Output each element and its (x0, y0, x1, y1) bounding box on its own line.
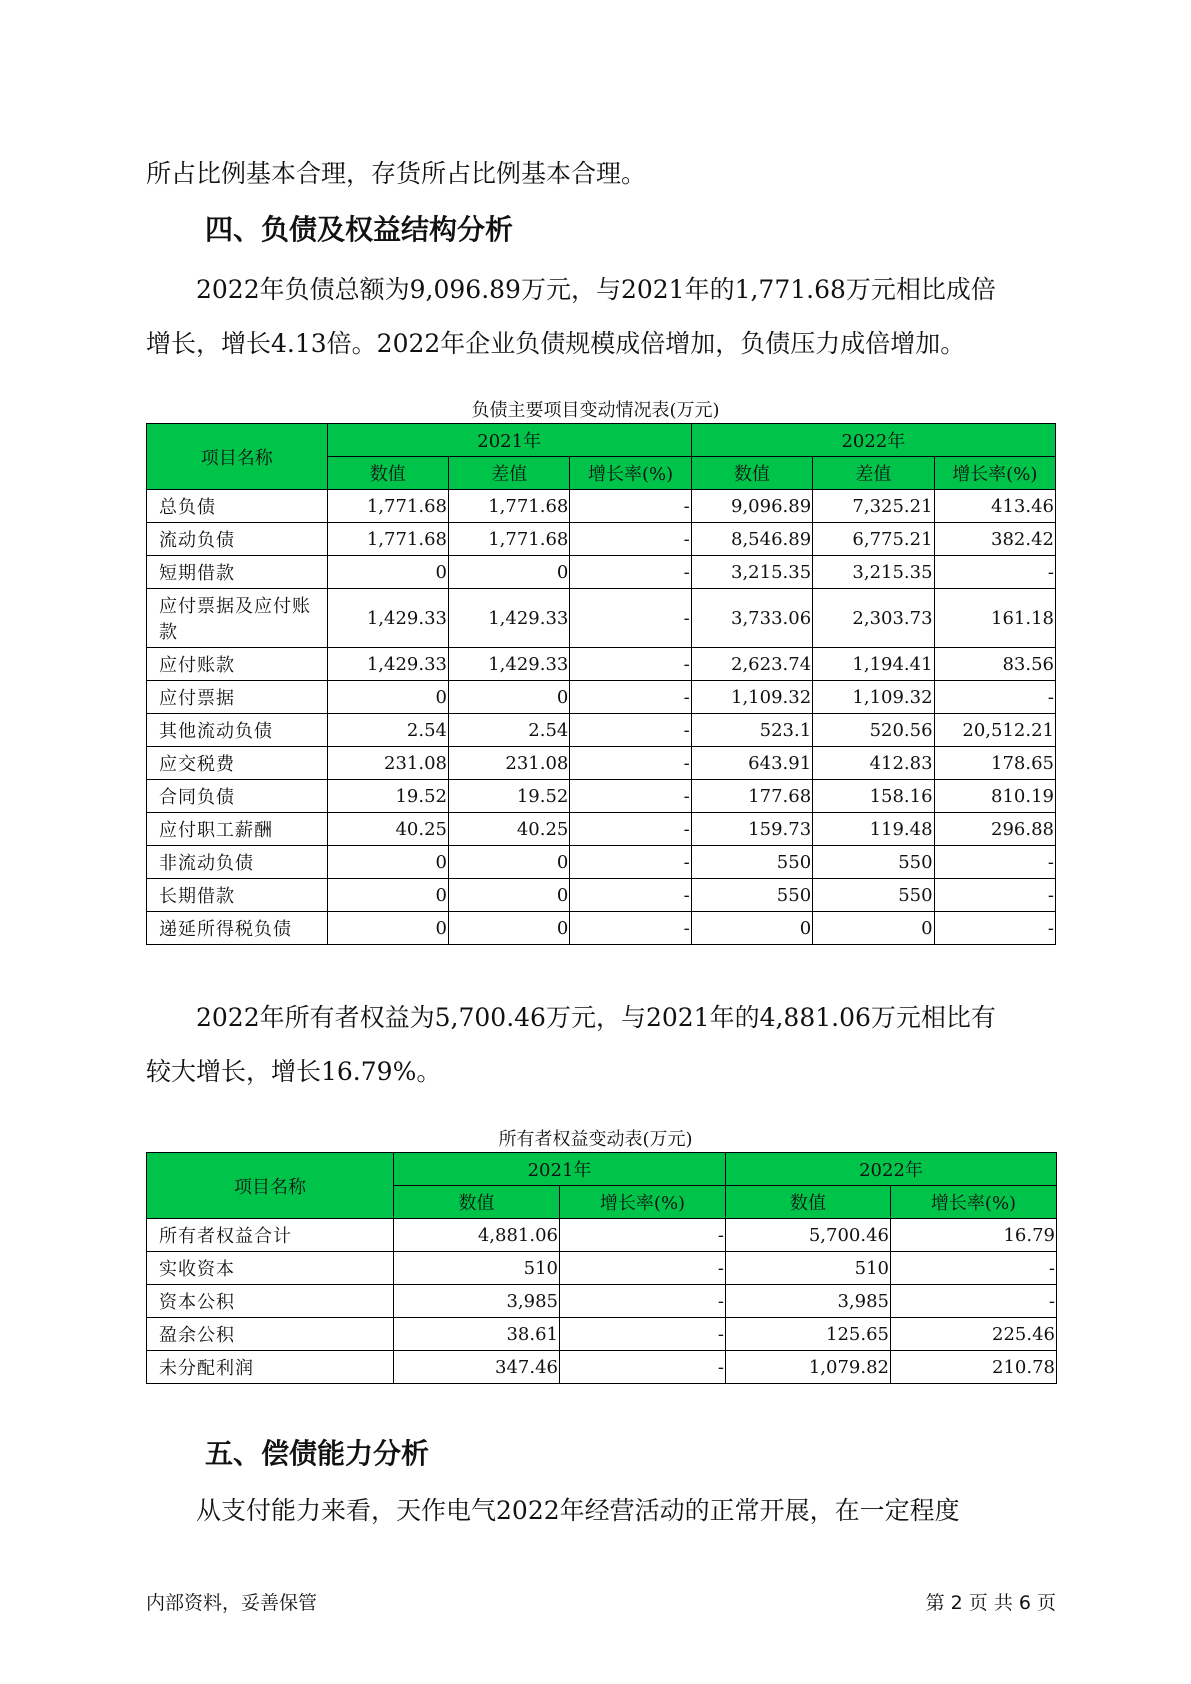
table-row (147, 490, 1056, 523)
table-row (147, 681, 1056, 714)
table-cell: 510 (726, 1252, 891, 1285)
table-cell: - (934, 879, 1055, 912)
table-cell: 0 (327, 846, 448, 879)
table-cell: 40.25 (448, 813, 569, 846)
table-cell: 810.19 (934, 780, 1055, 813)
table-cell: 5,700.46 (726, 1219, 891, 1252)
table-cell: - (570, 589, 691, 648)
header-value: 数值 (394, 1186, 560, 1219)
table-cell: 510 (394, 1252, 560, 1285)
footer-confidential-note: 内部资料，妥善保管 (146, 1592, 318, 1614)
table-cell: 9,096.89 (691, 490, 812, 523)
table-cell: 125.65 (726, 1318, 891, 1351)
table-cell: 0 (691, 912, 812, 945)
table-cell: - (560, 1285, 726, 1318)
table-cell: - (570, 523, 691, 556)
table-cell: - (934, 846, 1055, 879)
table-cell: 158.16 (813, 780, 934, 813)
table-cell: 1,429.33 (327, 589, 448, 648)
table-cell: 2,623.74 (691, 648, 812, 681)
table-cell: 20,512.21 (934, 714, 1055, 747)
header-value: 数值 (691, 457, 812, 490)
table-cell: - (570, 813, 691, 846)
table-cell: 550 (813, 879, 934, 912)
table-cell: 161.18 (934, 589, 1055, 648)
table-cell: 0 (327, 879, 448, 912)
header-growth: 增长率(%) (570, 457, 691, 490)
table-row (147, 813, 1056, 846)
table-cell: 1,109.32 (813, 681, 934, 714)
liabilities-table (146, 423, 1056, 945)
table-caption-equity: 所有者权益变动表(万元) (498, 1129, 693, 1150)
table-cell: - (891, 1285, 1057, 1318)
table-cell: 1,429.33 (448, 648, 569, 681)
table-cell: 523.1 (691, 714, 812, 747)
table-cell: 178.65 (934, 747, 1055, 780)
table-row (147, 1351, 1057, 1384)
table-cell: 550 (813, 846, 934, 879)
table-cell: - (934, 556, 1055, 589)
header-item-name: 项目名称 (147, 1153, 394, 1219)
table-cell: 413.46 (934, 490, 1055, 523)
table-cell: - (570, 648, 691, 681)
table-cell: - (560, 1318, 726, 1351)
table-cell: 0 (448, 846, 569, 879)
table-cell: 1,771.68 (448, 523, 569, 556)
table-cell: 296.88 (934, 813, 1055, 846)
section-heading-solvency: 五、偿债能力分析 (205, 1437, 430, 1470)
row-label: 流动负债 (147, 523, 328, 556)
table-cell: 520.56 (813, 714, 934, 747)
table-row (147, 747, 1056, 780)
table-row (147, 714, 1056, 747)
table-cell: 83.56 (934, 648, 1055, 681)
table-cell: 550 (691, 879, 812, 912)
table-cell: 19.52 (448, 780, 569, 813)
table-cell: 159.73 (691, 813, 812, 846)
row-label: 应付账款 (147, 648, 328, 681)
table-cell: 210.78 (891, 1351, 1057, 1384)
table-cell: 3,215.35 (813, 556, 934, 589)
table-cell: - (570, 912, 691, 945)
table-row (147, 879, 1056, 912)
table-row (147, 846, 1056, 879)
table-row (147, 780, 1056, 813)
row-label: 递延所得税负债 (147, 912, 328, 945)
row-label: 非流动负债 (147, 846, 328, 879)
section-heading-liabilities: 四、负债及权益结构分析 (205, 213, 514, 246)
paragraph-equity-line2: 较大增长，增长16.79%。 (146, 1057, 442, 1086)
row-label: 应付票据及应付账款 (147, 589, 328, 648)
row-label: 其他流动负债 (147, 714, 328, 747)
table-cell: 0 (448, 681, 569, 714)
table-cell: 4,881.06 (394, 1219, 560, 1252)
table-cell: 231.08 (448, 747, 569, 780)
row-label: 实收资本 (147, 1252, 394, 1285)
row-label: 资本公积 (147, 1285, 394, 1318)
table-caption-liabilities: 负债主要项目变动情况表(万元) (471, 400, 720, 421)
table-cell: - (934, 912, 1055, 945)
table-cell: 412.83 (813, 747, 934, 780)
table-cell: - (570, 780, 691, 813)
table-cell: 0 (813, 912, 934, 945)
table-cell: 3,985 (394, 1285, 560, 1318)
row-label: 应交税费 (147, 747, 328, 780)
table-cell: 643.91 (691, 747, 812, 780)
equity-table (146, 1152, 1057, 1384)
table-cell: 231.08 (327, 747, 448, 780)
header-diff: 差值 (448, 457, 569, 490)
table-row (147, 912, 1056, 945)
footer-page-number: 第 2 页 共 6 页 (925, 1592, 1056, 1614)
table-cell: - (570, 714, 691, 747)
table-row (147, 589, 1056, 648)
table-cell: - (570, 879, 691, 912)
table-cell: 1,771.68 (448, 490, 569, 523)
table-cell: 1,109.32 (691, 681, 812, 714)
table-cell: 0 (327, 556, 448, 589)
table-row (147, 1219, 1057, 1252)
row-label: 长期借款 (147, 879, 328, 912)
table-cell: 1,771.68 (327, 523, 448, 556)
header-value: 数值 (327, 457, 448, 490)
table-cell: - (570, 490, 691, 523)
paragraph-intro: 所占比例基本合理，存货所占比例基本合理。 (146, 159, 647, 188)
table-cell: - (934, 681, 1055, 714)
table-cell: 40.25 (327, 813, 448, 846)
row-label: 盈余公积 (147, 1318, 394, 1351)
table-cell: 1,429.33 (327, 648, 448, 681)
paragraph-liabilities-line1: 2022年负债总额为9,096.89万元，与2021年的1,771.68万元相比成倍 (196, 275, 996, 304)
table-row (147, 1252, 1057, 1285)
table-cell: - (570, 681, 691, 714)
header-item-name: 项目名称 (147, 424, 328, 490)
row-label: 未分配利润 (147, 1351, 394, 1384)
table-cell: 19.52 (327, 780, 448, 813)
row-label: 应付职工薪酬 (147, 813, 328, 846)
table-cell: 177.68 (691, 780, 812, 813)
header-year-2021: 2021年 (327, 424, 691, 457)
table-row (147, 1285, 1057, 1318)
header-year-2022: 2022年 (691, 424, 1055, 457)
paragraph-equity-line1: 2022年所有者权益为5,700.46万元，与2021年的4,881.06万元相比有 (196, 1003, 996, 1032)
table-cell: - (891, 1252, 1057, 1285)
row-label: 合同负债 (147, 780, 328, 813)
table-cell: 225.46 (891, 1318, 1057, 1351)
paragraph-liabilities-line2: 增长，增长4.13倍。2022年企业负债规模成倍增加，负债压力成倍增加。 (146, 329, 966, 358)
table-row (147, 1318, 1057, 1351)
table-cell: 2.54 (448, 714, 569, 747)
table-row (147, 523, 1056, 556)
header-year-2022: 2022年 (726, 1153, 1057, 1186)
table-cell: 2,303.73 (813, 589, 934, 648)
table-cell: 119.48 (813, 813, 934, 846)
table-cell: 0 (448, 556, 569, 589)
table-cell: 0 (448, 912, 569, 945)
row-label: 短期借款 (147, 556, 328, 589)
table-cell: 550 (691, 846, 812, 879)
table-cell: 16.79 (891, 1219, 1057, 1252)
table-row (147, 556, 1056, 589)
table-cell: - (570, 556, 691, 589)
table-cell: 3,733.06 (691, 589, 812, 648)
row-label: 总负债 (147, 490, 328, 523)
table-cell: 382.42 (934, 523, 1055, 556)
table-cell: - (570, 747, 691, 780)
table-cell: 8,546.89 (691, 523, 812, 556)
table-cell: 1,429.33 (448, 589, 569, 648)
header-value: 数值 (726, 1186, 891, 1219)
table-cell: - (570, 846, 691, 879)
table-cell: 347.46 (394, 1351, 560, 1384)
table-cell: 7,325.21 (813, 490, 934, 523)
table-cell: 1,194.41 (813, 648, 934, 681)
table-cell: 38.61 (394, 1318, 560, 1351)
row-label: 应付票据 (147, 681, 328, 714)
paragraph-solvency-line1: 从支付能力来看，天作电气2022年经营活动的正常开展，在一定程度 (196, 1496, 960, 1525)
table-cell: - (560, 1219, 726, 1252)
table-cell: 0 (448, 879, 569, 912)
header-diff: 差值 (813, 457, 934, 490)
table-cell: - (560, 1351, 726, 1384)
header-growth: 增长率(%) (934, 457, 1055, 490)
table-row (147, 648, 1056, 681)
table-cell: 1,771.68 (327, 490, 448, 523)
header-growth: 增长率(%) (560, 1186, 726, 1219)
table-cell: 2.54 (327, 714, 448, 747)
table-cell: 6,775.21 (813, 523, 934, 556)
header-growth: 增长率(%) (891, 1186, 1057, 1219)
header-year-2021: 2021年 (394, 1153, 726, 1186)
table-cell: 0 (327, 681, 448, 714)
table-cell: 1,079.82 (726, 1351, 891, 1384)
row-label: 所有者权益合计 (147, 1219, 394, 1252)
table-cell: 3,215.35 (691, 556, 812, 589)
table-cell: 0 (327, 912, 448, 945)
table-cell: - (560, 1252, 726, 1285)
table-cell: 3,985 (726, 1285, 891, 1318)
